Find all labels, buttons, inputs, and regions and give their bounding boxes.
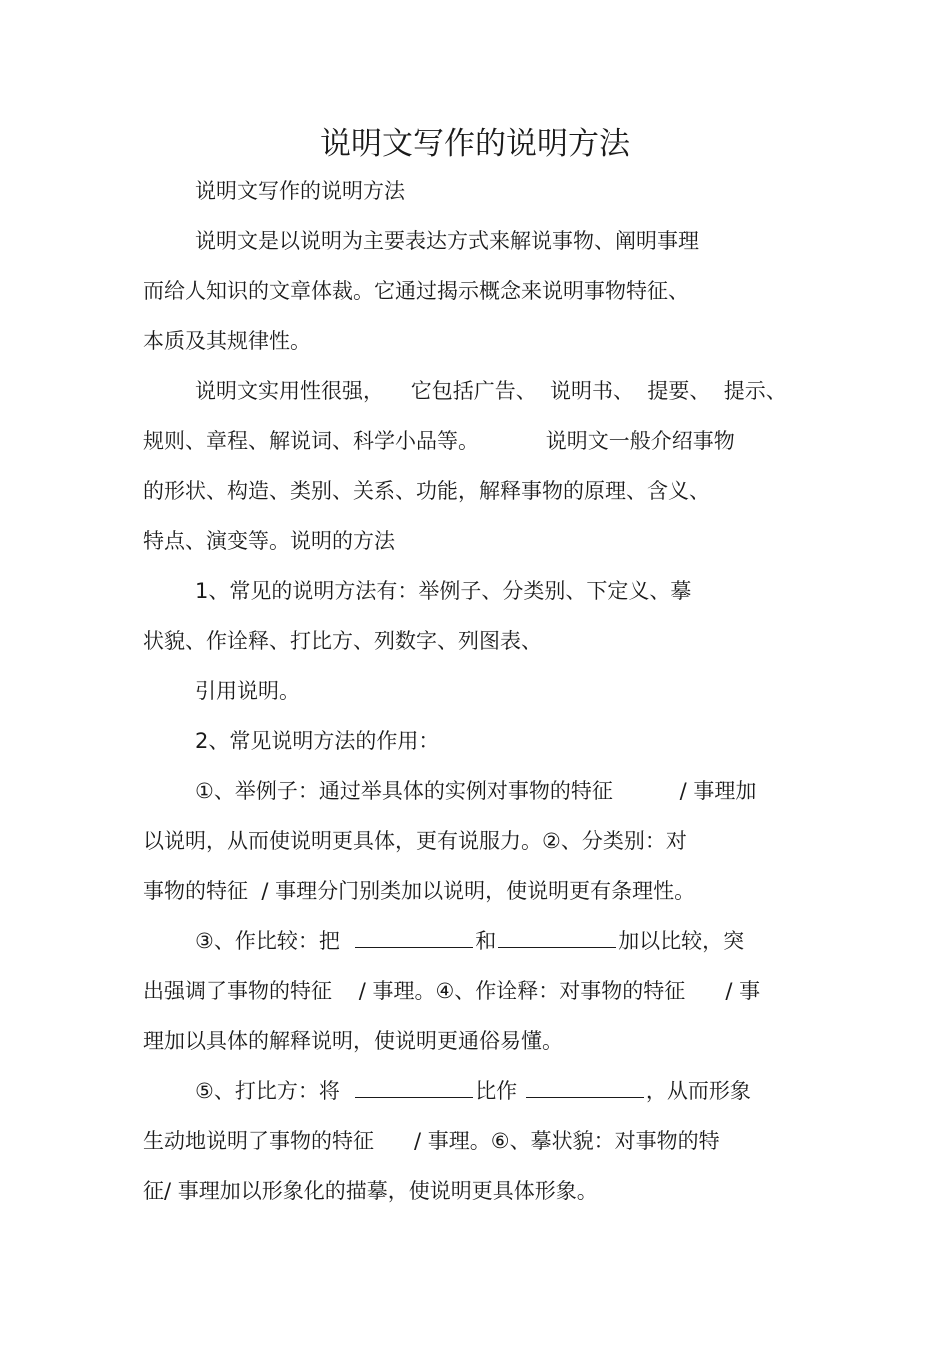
fill-in-text: 比作: [475, 1079, 524, 1103]
paragraph-line: 2、常见说明方法的作用：: [195, 729, 440, 753]
paragraph-line: 特点、演变等。说明的方法: [143, 529, 395, 553]
paragraph-line: 的形状、构造、类别、关系、功能，解释事物的原理、含义、: [143, 479, 710, 503]
fill-in-line: [195, 1076, 751, 1106]
blank-underline[interactable]: [355, 927, 473, 948]
fill-in-text: 加以比较，突: [618, 929, 745, 953]
blank-underline[interactable]: [498, 927, 616, 948]
paragraph-line: 事物的特征 / 事理分门别类加以说明，使说明更有条理性。: [143, 879, 696, 903]
paragraph-line: 说明文是以说明为主要表达方式来解说事物、阐明事理: [195, 229, 699, 253]
paragraph-line: 征/ 事理加以形象化的描摹，使说明更具体形象。: [143, 1179, 598, 1203]
fill-in-line: [195, 926, 744, 956]
paragraph-line: 以说明，从而使说明更具体，更有说服力。②、分类别：对: [143, 829, 687, 853]
paragraph-line: 本质及其规律性。: [143, 329, 311, 353]
paragraph-line: 理加以具体的解释说明，使说明更通俗易懂。: [143, 1029, 563, 1053]
fill-in-text: ，从而形象: [645, 1079, 751, 1103]
paragraph-line: 生动地说明了事物的特征 / 事理。⑥、摹状貌：对事物的特: [143, 1129, 720, 1153]
paragraph-line: 规则、章程、解说词、科学小品等。 说明文一般介绍事物: [143, 429, 735, 453]
paragraph-line: 引用说明。: [195, 679, 300, 703]
paragraph-line: 说明文实用性很强， 它包括广告、 说明书、 提要、 提示、: [195, 379, 787, 403]
paragraph-line: 1、常见的说明方法有：举例子、分类别、下定义、摹: [195, 579, 692, 603]
paragraph-line: ①、举例子：通过举具体的实例对事物的特征 / 事理加: [195, 779, 757, 803]
paragraph-line: 出强调了事物的特征 / 事理。④、作诠释：对事物的特征 / 事: [143, 979, 761, 1003]
fill-in-text: 和: [475, 929, 497, 953]
subtitle-line: 说明文写作的说明方法: [195, 179, 405, 203]
document-title: 说明文写作的说明方法: [320, 126, 630, 162]
fill-in-text: ⑤、打比方：将: [195, 1079, 354, 1103]
fill-in-text: ③、作比较：把: [195, 929, 354, 953]
blank-underline[interactable]: [355, 1077, 473, 1098]
paragraph-line: 状貌、作诠释、打比方、列数字、列图表、: [143, 629, 542, 653]
paragraph-line: 而给人知识的文章体裁。它通过揭示概念来说明事物特征、: [143, 279, 689, 303]
blank-underline[interactable]: [526, 1077, 644, 1098]
